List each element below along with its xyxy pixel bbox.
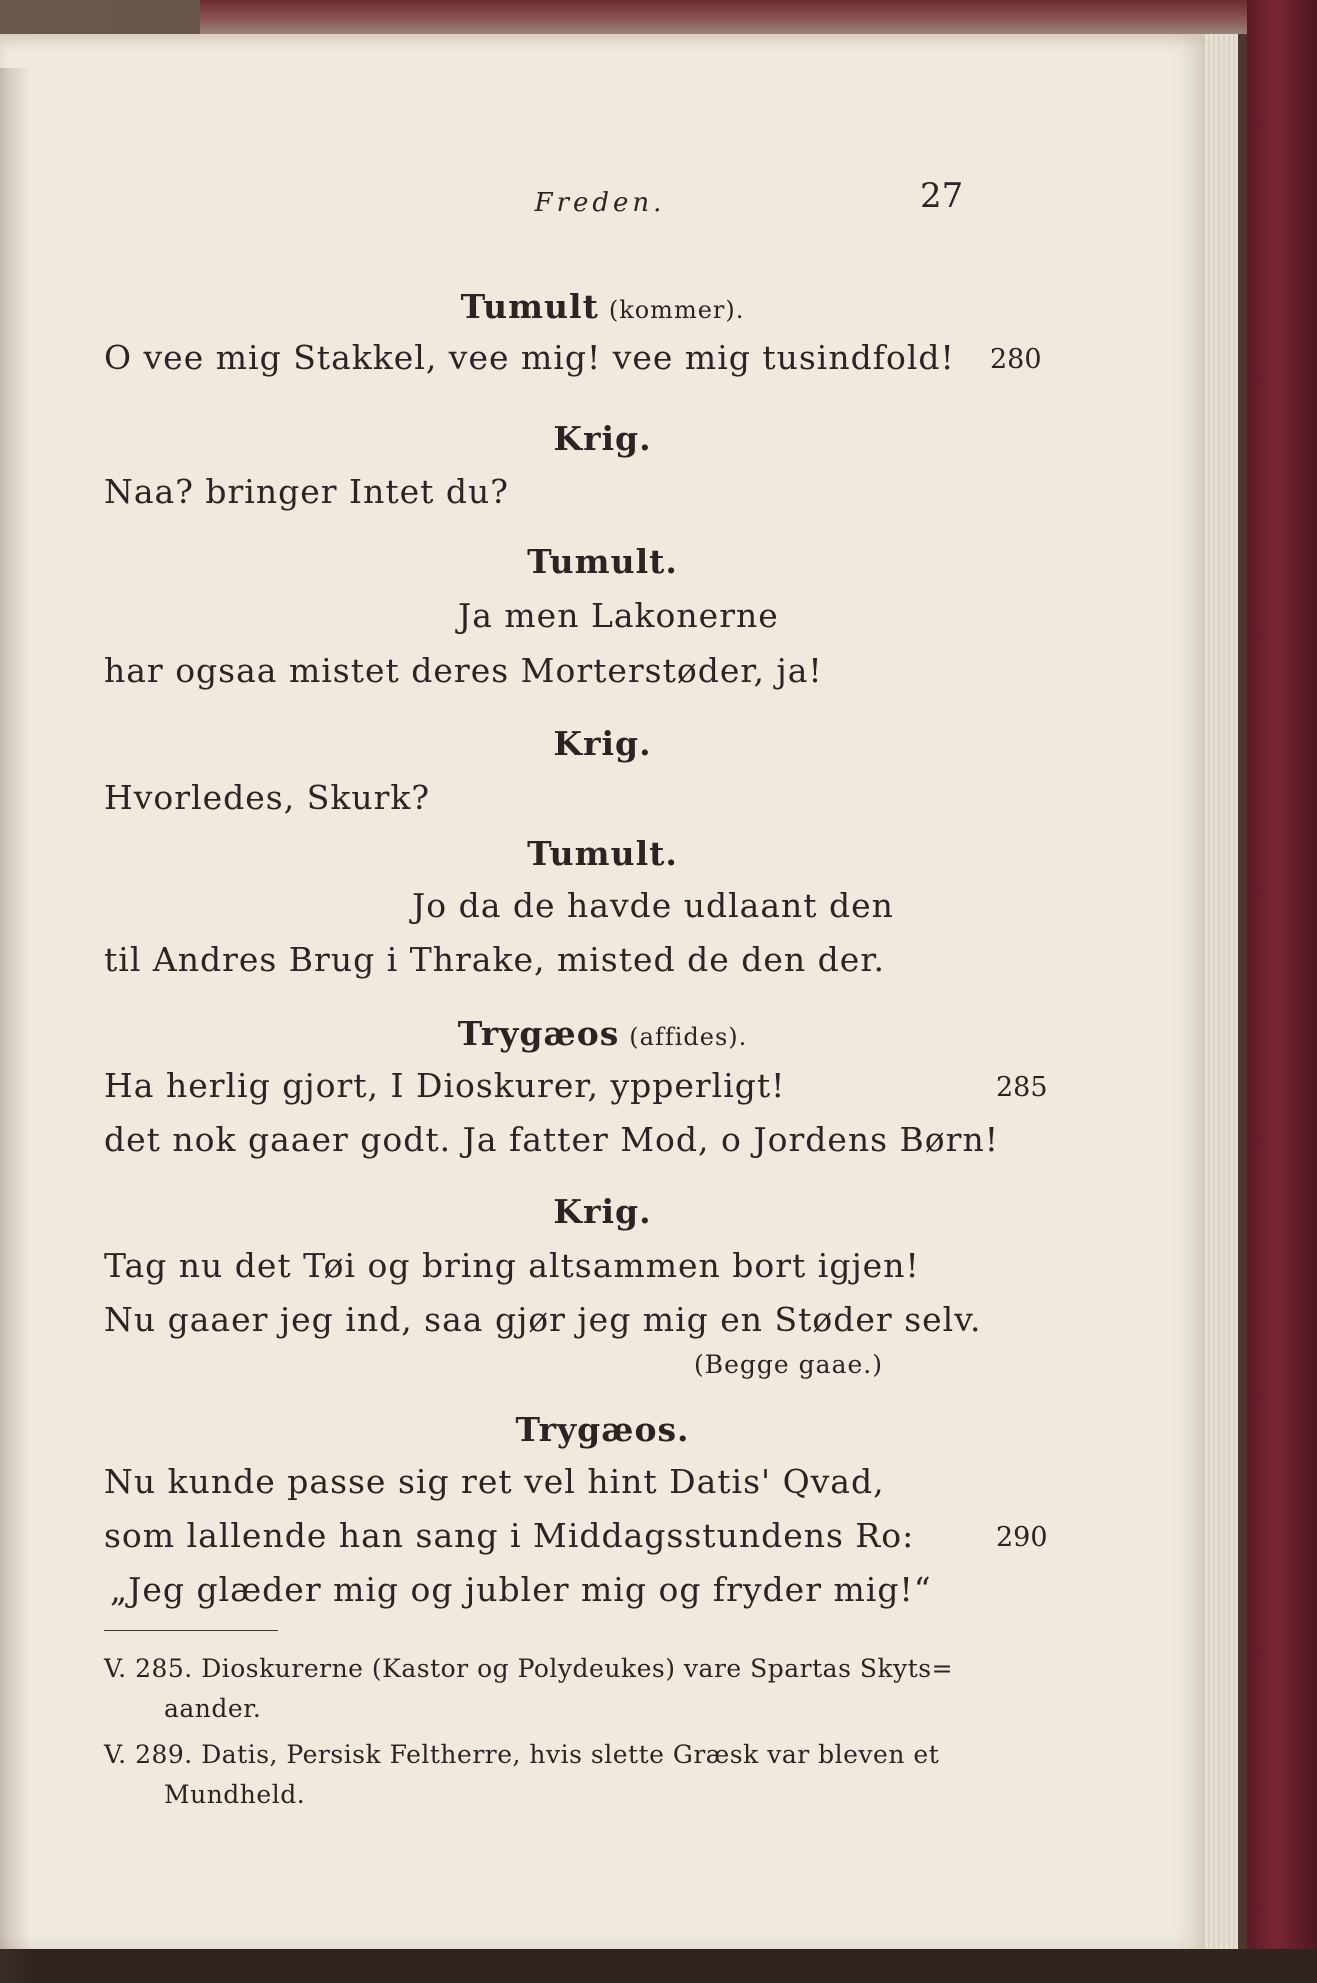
verse-line: Ja men Lakonerne xyxy=(458,596,779,635)
verse-line: Naa? bringer Intet du? xyxy=(104,472,509,511)
footnote-text: Datis, Persisk Feltherre, hvis slette Græsk var bleven et xyxy=(201,1740,940,1769)
verse-line: Tag nu det Tøi og bring altsammen bort igjen! xyxy=(104,1246,920,1285)
speaker-name: Tumult xyxy=(460,287,599,326)
verse-line: til Andres Brug i Thrake, misted de den der. xyxy=(104,940,885,979)
stage-direction: (affides). xyxy=(629,1023,748,1051)
verse-line: Hvorledes, Skurk? xyxy=(104,778,431,817)
footnote-continuation: Mundheld. xyxy=(164,1780,306,1809)
footnote xyxy=(104,1740,939,1769)
speaker-heading xyxy=(0,419,1205,458)
verse-line: „Jeg glæder mig og jubler mig og fryder mig!“ xyxy=(110,1570,932,1609)
speaker-heading xyxy=(0,724,1205,763)
verse-line: Jo da de havde udlaant den xyxy=(412,886,894,925)
verse-number: 285 xyxy=(996,1072,1048,1103)
speaker-heading xyxy=(0,834,1205,873)
speaker-heading xyxy=(0,287,1205,326)
speaker-name: Krig. xyxy=(553,1192,652,1231)
stage-direction: (kommer). xyxy=(608,296,745,324)
speaker-name: Krig. xyxy=(553,724,652,763)
page-header xyxy=(0,174,1205,224)
verse-line: O vee mig Stakkel, vee mig! vee mig tusindfold! xyxy=(104,338,955,377)
verse-line: Nu gaaer jeg ind, saa gjør jeg mig en Støder selv. xyxy=(104,1300,982,1339)
verse-line: som lallende han sang i Middagsstundens Ro: xyxy=(104,1516,915,1555)
book-page xyxy=(0,34,1205,1949)
speaker-heading xyxy=(0,1410,1205,1449)
footnote-text: Dioskurerne (Kastor og Polydeukes) vare Spartas Skyts= xyxy=(201,1654,954,1683)
page-stack-edge xyxy=(1200,34,1238,1949)
verse-number: 280 xyxy=(990,344,1042,375)
binding-top-edge xyxy=(200,0,1280,34)
verse-line: har ogsaa mistet deres Morterstøder, ja! xyxy=(104,651,823,690)
page-content xyxy=(0,34,1205,1949)
speaker-name: Trygæos xyxy=(457,1014,620,1053)
binding-bottom-edge xyxy=(0,1949,1317,1983)
footnote xyxy=(104,1654,953,1683)
speaker-heading xyxy=(0,1014,1205,1053)
footnote-ref: V. 289. xyxy=(104,1740,193,1769)
footnote-continuation: aander. xyxy=(164,1694,262,1723)
speaker-heading xyxy=(0,542,1205,581)
verse-line: Ha herlig gjort, I Dioskurer, ypperligt! xyxy=(104,1066,786,1105)
page-number: 27 xyxy=(920,176,964,216)
footnote-ref: V. 285. xyxy=(104,1654,193,1683)
speaker-name: Krig. xyxy=(553,419,652,458)
speaker-name: Trygæos. xyxy=(515,1410,690,1449)
speaker-heading xyxy=(0,1192,1205,1231)
verse-line: Nu kunde passe sig ret vel hint Datis' Qvad, xyxy=(104,1462,885,1501)
book-cover-edge xyxy=(1247,0,1317,1983)
running-title: Freden. xyxy=(534,188,666,218)
verse-line: det nok gaaer godt. Ja fatter Mod, o Jordens Børn! xyxy=(104,1120,999,1159)
verse-number: 290 xyxy=(996,1522,1048,1553)
speaker-name: Tumult. xyxy=(527,542,678,581)
stage-direction: (Begge gaae.) xyxy=(694,1350,883,1379)
speaker-name: Tumult. xyxy=(527,834,678,873)
footnote-rule xyxy=(104,1630,278,1631)
